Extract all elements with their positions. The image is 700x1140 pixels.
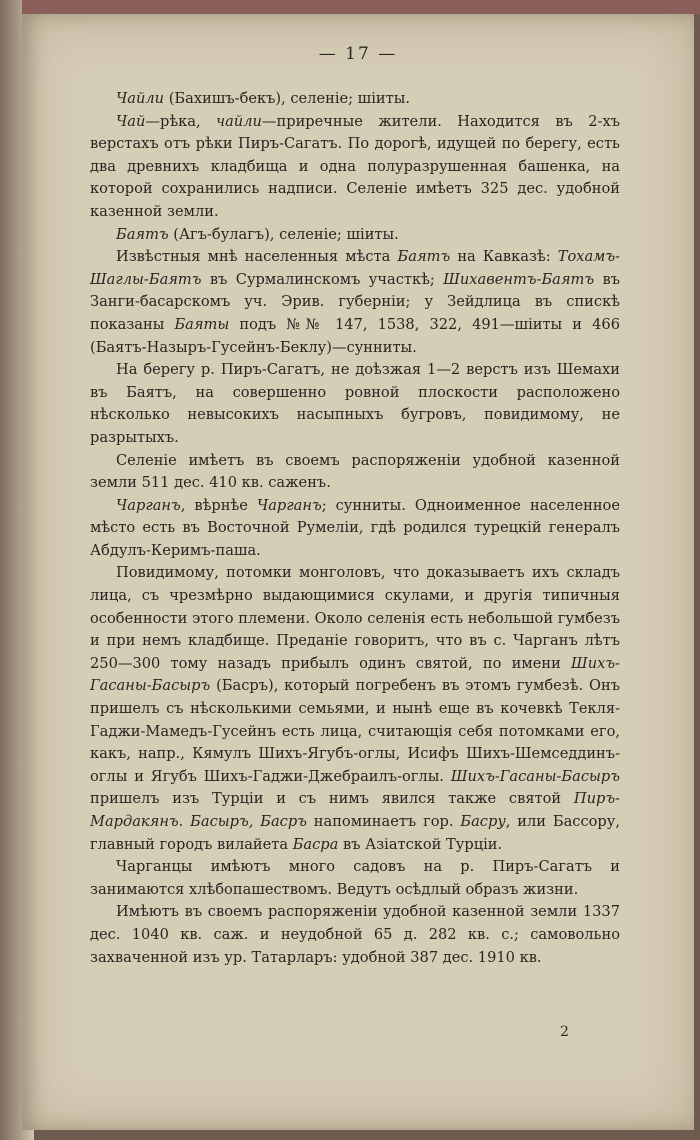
text-run: въ Сурмалинскомъ участкѣ; <box>201 270 444 288</box>
text-run: (Агъ-булагъ), селеніе; шіиты. <box>168 225 399 243</box>
paragraph <box>90 224 620 247</box>
paragraph <box>90 901 620 969</box>
paragraph <box>90 246 620 359</box>
text-run: подъ №№ 147, 1538, 322, 491—шіиты и 466 (Баятъ-Назыръ-Гусейнъ-Беклу)—сунниты. <box>90 315 620 356</box>
italic-term: Баяты <box>174 315 230 333</box>
text-run: на Кавказѣ: <box>450 248 558 266</box>
paragraph <box>90 856 620 901</box>
text-run: (Бахишъ-бекъ), селеніе; шіиты. <box>164 90 410 107</box>
text-run: Имѣютъ въ своемъ распоряженіи удобной казенной земли 1337 дес. 1040 кв. саж. и неудобной 65 д. 282 кв. с.; самовольно захваченной изъ ур. Татарларъ: удобной 387 дес. 1910 кв. <box>90 903 620 966</box>
italic-term: Басыръ, Басръ <box>190 813 307 830</box>
italic-term: Басру <box>460 813 506 830</box>
italic-term: Чарганъ <box>116 496 181 514</box>
text-run: (Басръ), который погребенъ въ этомъ гумбезѣ. Онъ пришелъ съ нѣсколькими семьями, и нынѣ еще въ кочевкѣ Текля-Гаджи-Мамедъ-Гусейнъ есть лица, считающія себя потомками его, какъ, напр., Кямулъ Шихъ-Ягубъ-оглы, Исифъ Шихъ-Шемседдинъ-оглы и Ягубъ Шихъ-Гаджи-Джебраилъ-оглы. <box>90 677 620 785</box>
italic-term: Басра <box>292 835 339 853</box>
page-number: — 17 — <box>318 44 398 64</box>
book-page <box>22 14 694 1130</box>
italic-term: Чайли <box>116 90 165 107</box>
italic-term: Шихъ-Гасаны-Басыръ <box>450 767 620 785</box>
text-run: Чарганцы имѣютъ много садовъ на р. Пиръ-Сагатъ и занимаются хлѣбопашествомъ. Ведутъ осѣдлый образъ жизни. <box>90 858 620 898</box>
paragraph <box>90 88 620 111</box>
text-run: Повидимому, потомки монголовъ, что доказываетъ ихъ складъ лица, съ чрезмѣрно выдающимися скулами, и другія типичныя особенности этого племени. Около селенія есть небольшой гумбезъ и при немъ кладбище. Преданіе говоритъ, что въ с. Чарганъ лѣтъ 250—300 тому назадъ прибылъ одинъ святой, по имени <box>90 564 620 672</box>
italic-term: Тохамъ-Шаглы-Баятъ <box>90 248 620 288</box>
paragraph <box>90 111 620 224</box>
text-run: Извѣстныя мнѣ населенныя мѣста <box>116 248 398 266</box>
italic-term: Шихъ-Гасаны-Басыръ <box>90 654 620 695</box>
italic-term: Чай <box>116 112 146 130</box>
italic-term: чайли <box>216 112 262 130</box>
text-run: въ Занги-басарскомъ уч. Эрив. губерніи; у Зейдлица въ спискѣ показаны <box>90 270 621 333</box>
italic-term: Чарганъ <box>256 496 322 514</box>
italic-term: Пиръ-Мардакянъ <box>90 790 620 830</box>
paragraph <box>90 495 620 563</box>
body-text <box>90 88 620 969</box>
signature-mark: 2 <box>560 1024 569 1040</box>
paragraph <box>90 359 620 449</box>
text-run: , вѣрнѣе <box>180 496 257 514</box>
text-run: На берегу р. Пиръ-Сагатъ, не доѣзжая 1—2 верстъ изъ Шемахи въ Баятъ, на совершенно ровной плоскости расположено нѣсколько невысокихъ насыпныхъ бугровъ, повидимому, не разрытыхъ. <box>90 361 620 446</box>
page-top-edge <box>22 0 700 14</box>
text-run: —приречные жители. Находится въ 2-хъ верстахъ отъ рѣки Пиръ-Сагатъ. По дорогѣ, идущей по берегу, есть два древнихъ кладбища и одна полуразрушенная башенка, на которой сохранились надписи. Селеніе имѣетъ 325 дес. удобной казенной земли. <box>90 112 620 220</box>
italic-term: Баятъ <box>397 248 451 266</box>
paragraph <box>90 562 620 856</box>
text-run: въ Азіатской Турціи. <box>338 835 503 853</box>
text-run: —рѣка, <box>145 112 217 130</box>
text-run: ; сунниты. Одноименное населенное мѣсто есть въ Восточной Румеліи, гдѣ родился турецкій генералъ Абдулъ-Керимъ-паша. <box>90 496 620 559</box>
text-run: Селеніе имѣетъ въ своемъ распоряженіи удобной казенной земли 511 дес. 410 кв. саженъ. <box>90 451 620 492</box>
text-run: . <box>178 813 191 830</box>
text-run: пришелъ изъ Турціи и съ нимъ явился также святой <box>90 790 574 808</box>
italic-term: Баятъ <box>116 225 169 243</box>
paragraph <box>90 450 620 495</box>
text-run: , или Бассору, главный городъ вилайета <box>90 813 621 853</box>
text-run: напоминаетъ гор. <box>306 813 461 830</box>
italic-term: Шихавентъ-Баятъ <box>443 270 595 288</box>
